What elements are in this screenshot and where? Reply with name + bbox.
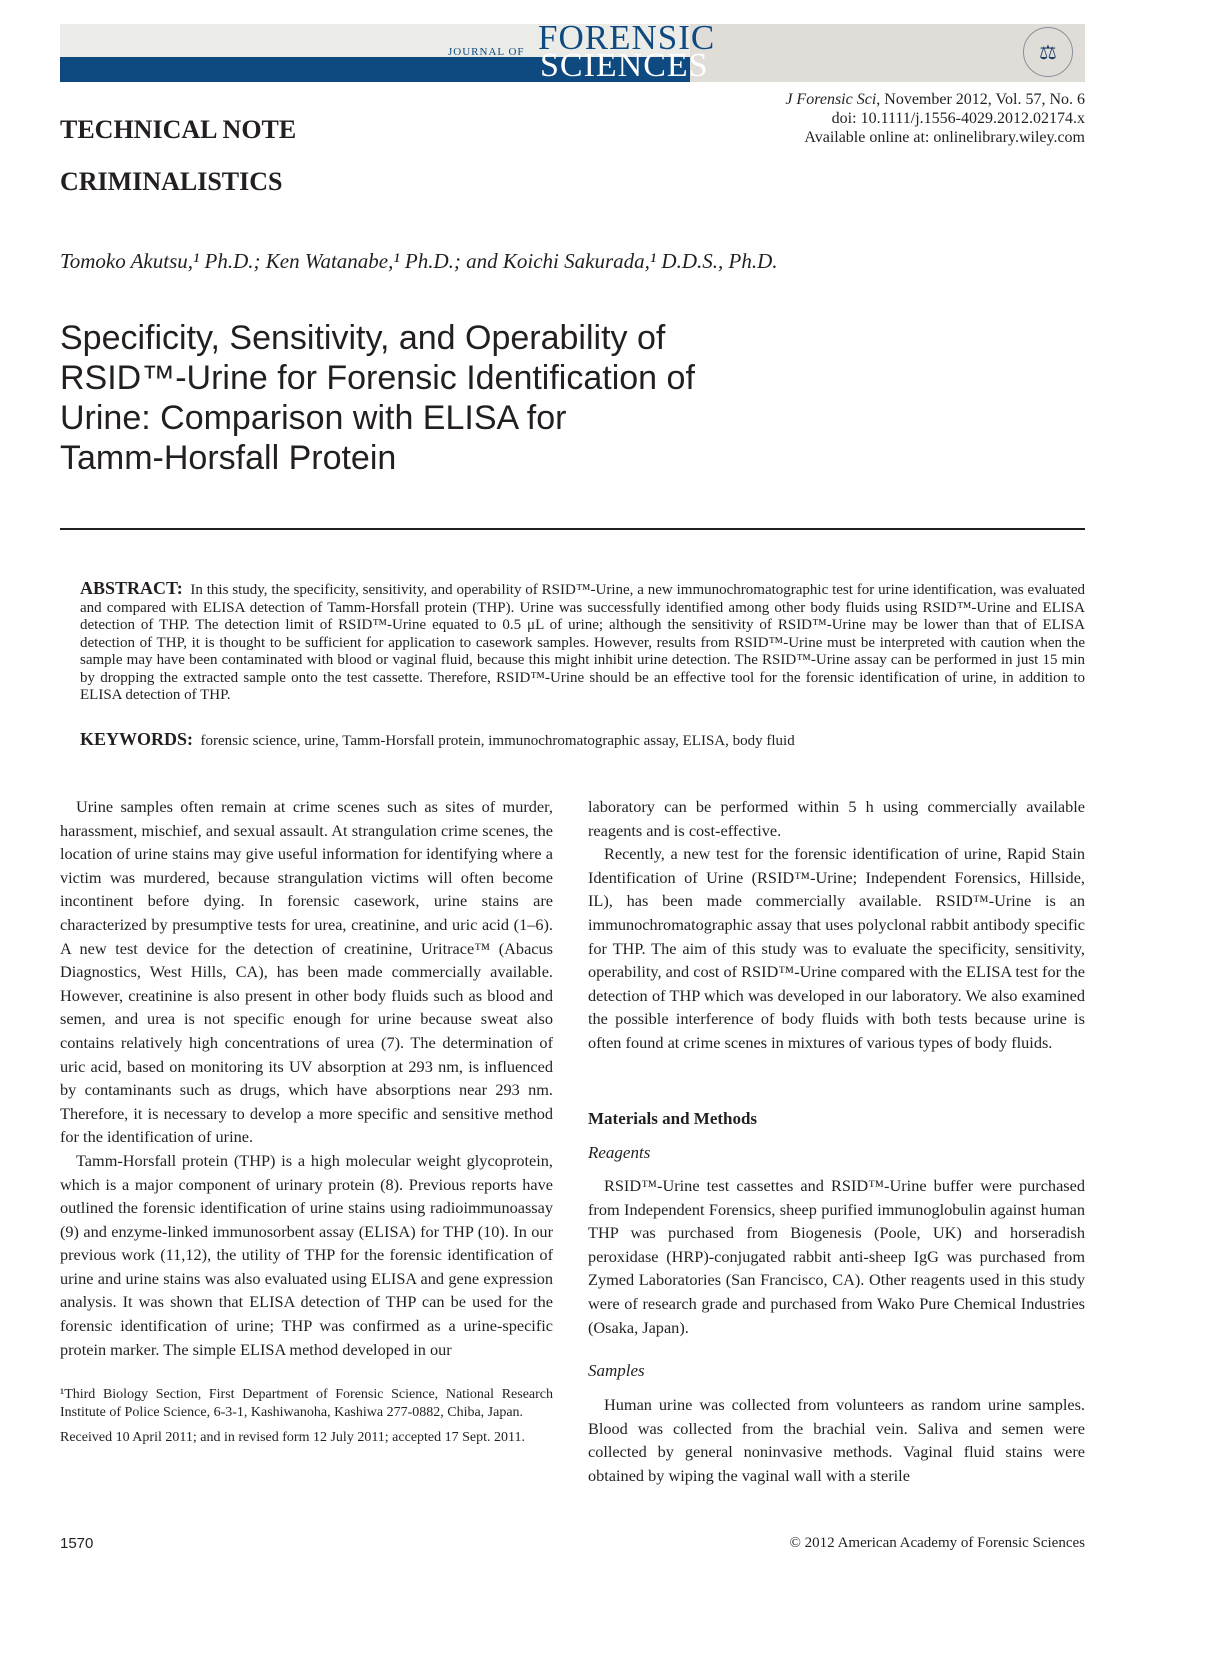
academy-seal-icon: ⚖ [1023, 27, 1073, 77]
body-paragraph: Urine samples often remain at crime scenes such as sites of murder, harassment, mischief, and sexual assault. At strangulation crime scenes, the location of urine stains may give useful information for identifying where a victim was murdered, because strangulation victims will often become incontinent before dying. In forensic casework, urine stains are characterized by presumptive tests for urea, creatinine, and uric acid (1–6). A new test device for the detection of creatinine, Uritrace™ (Abacus Diagnostics, West Hills, CA), has been made commercially available. However, creatinine is also present in other body fluids such as blood and semen, and urea is not specific enough for urine because sweat also contains relatively high concentrations of urea (7). The determination of uric acid, based on monitoring its UV absorption at 293 nm, is influenced by contaminants such as drugs, which have absorptions near 293 nm. Therefore, it is necessary to develop a more specific and sensitive method for the identification of urine. [60, 797, 553, 1147]
footnotes [60, 1386, 553, 1455]
title-divider [60, 528, 1085, 530]
category: CRIMINALISTICS [60, 167, 283, 196]
copyright: © 2012 American Academy of Forensic Sciences [789, 1535, 1085, 1551]
citation-details: , November 2012, Vol. 57, No. 6 [876, 91, 1085, 108]
body-paragraph: Human urine was collected from volunteers as random urine samples. Blood was collected from the brachial vein. Saliva and semen were collected by general noninvasive methods. Vaginal fluid stains were obtained by wiping the vaginal wall with a sterile [588, 1395, 1085, 1485]
journal-of-label: JOURNAL OF [448, 46, 525, 58]
online-availability: Available online at: onlinelibrary.wiley.com [804, 129, 1085, 146]
keywords-label: KEYWORDS: [80, 729, 194, 749]
citation-journal: J Forensic Sci [785, 91, 877, 108]
authors: Tomoko Akutsu,¹ Ph.D.; Ken Watanabe,¹ Ph.D.; and Koichi Sakurada,¹ D.D.S., Ph.D. [60, 249, 778, 273]
title-line: Urine: Comparison with ELISA for [60, 399, 567, 437]
body-paragraph: Recently, a new test for the forensic identification of urine, Rapid Stain Identification of Urine (RSID™-Urine; Independent Forensics, Hillside, IL), has been made commercially available. RSID™-Urine is an immunochromatographic assay that uses polyclonal rabbit antibody specific for THP. The aim of this study was to evaluate the specificity, sensitivity, operability, and cost of RSID™-Urine compared with the ELISA test for the detection of THP which was developed in our laboratory. We also examined the possible interference of body fluids with both tests because urine is often found at crime scenes in mixtures of various types of body fluids. [588, 844, 1085, 1052]
abstract [80, 580, 1085, 705]
left-column [60, 795, 553, 1361]
samples-section [588, 1393, 1085, 1487]
title-line: RSID™-Urine for Forensic Identification of [60, 359, 695, 397]
subsection-heading-samples: Samples [588, 1361, 645, 1380]
affiliation-footnote: ¹Third Biology Section, First Department of Forensic Science, National Research Institute of Police Science, 6-3-1, Kashiwanoha, Kashiwa 277-0882, Chiba, Japan. [60, 1387, 553, 1420]
reagents-section [588, 1174, 1085, 1339]
title-line: Tamm-Horsfall Protein [60, 439, 397, 477]
journal-banner [60, 18, 1085, 84]
section-type: TECHNICAL NOTE [60, 115, 297, 144]
journal-forensic-word: FORENSIC [538, 18, 716, 57]
received-footnote: Received 10 April 2011; and in revised form 12 July 2011; accepted 17 Sept. 2011. [60, 1430, 526, 1445]
abstract-text: In this study, the specificity, sensitivity, and operability of RSID™-Urine, a new immunochromatographic test for urine identification, was evaluated and compared with ELISA detection of Tamm-Horsfall protein (THP). Urine was successfully identified among other body fluids using RSID™-Urine and ELISA detection of THP. The detection limit of RSID™-Urine equated to 0.5 μL of urine; although the sensitivity of RSID™-Urine may be lower than that of ELISA detection of THP, it is thought to be sufficient for application to casework samples. However, results from RSID™-Urine must be interpreted with caution when the sample may have been contaminated with blood or vaginal fluid, because this might inhibit urine detection. The RSID™-Urine assay can be performed in just 15 min by dropping the extracted sample onto the test cassette. Therefore, RSID™-Urine should be an effective tool for the forensic identification of urine, in addition to ELISA detection of THP. [80, 582, 1085, 703]
citation-block [785, 90, 1085, 147]
keywords [80, 729, 795, 750]
body-paragraph: Tamm-Horsfall protein (THP) is a high molecular weight glycoprotein, which is a major component of urinary protein (8). Previous reports have outlined the forensic identification of urine stains using radioimmunoassay (9) and enzyme-linked immunosorbent assay (ELISA) for THP (10). In our previous work (11,12), the utility of THP for the forensic identification of urine and urine stains was also evaluated using ELISA and gene expression analysis. It was shown that ELISA detection of THP can be used for the forensic identification of urine; THP was confirmed as a urine-specific protein marker. The simple ELISA method developed in our [60, 1150, 553, 1359]
right-column [588, 795, 1085, 1055]
section-heading-materials-methods: Materials and Methods [588, 1109, 758, 1128]
subsection-heading-reagents: Reagents [588, 1143, 651, 1162]
body-paragraph: laboratory can be performed within 5 h using commercially available reagents and is cost-effective. [588, 797, 1085, 840]
page-number: 1570 [60, 1535, 94, 1552]
title-line: Specificity, Sensitivity, and Operability of [60, 319, 666, 357]
doi: doi: 10.1111/j.1556-4029.2012.02174.x [831, 110, 1085, 127]
body-paragraph: RSID™-Urine test cassettes and RSID™-Urine buffer were purchased from Independent Forensics, sheep purified immunoglobulin against human THP was purchased from Biogenesis (Poole, UK) and horseradish peroxidase (HRP)-conjugated rabbit anti-sheep IgG was purchased from Zymed Laboratories (San Francisco, CA). Other reagents used in this study were of research grade and purchased from Wako Pure Chemical Industries (Osaka, Japan). [588, 1176, 1085, 1337]
article-title [60, 318, 820, 478]
abstract-label: ABSTRACT: [80, 578, 183, 598]
keywords-text: forensic science, urine, Tamm-Horsfall protein, immunochromatographic assay, ELISA, body fluid [200, 733, 795, 749]
citation-line [785, 90, 1085, 109]
journal-sciences-word: SCIENCES [540, 47, 709, 84]
